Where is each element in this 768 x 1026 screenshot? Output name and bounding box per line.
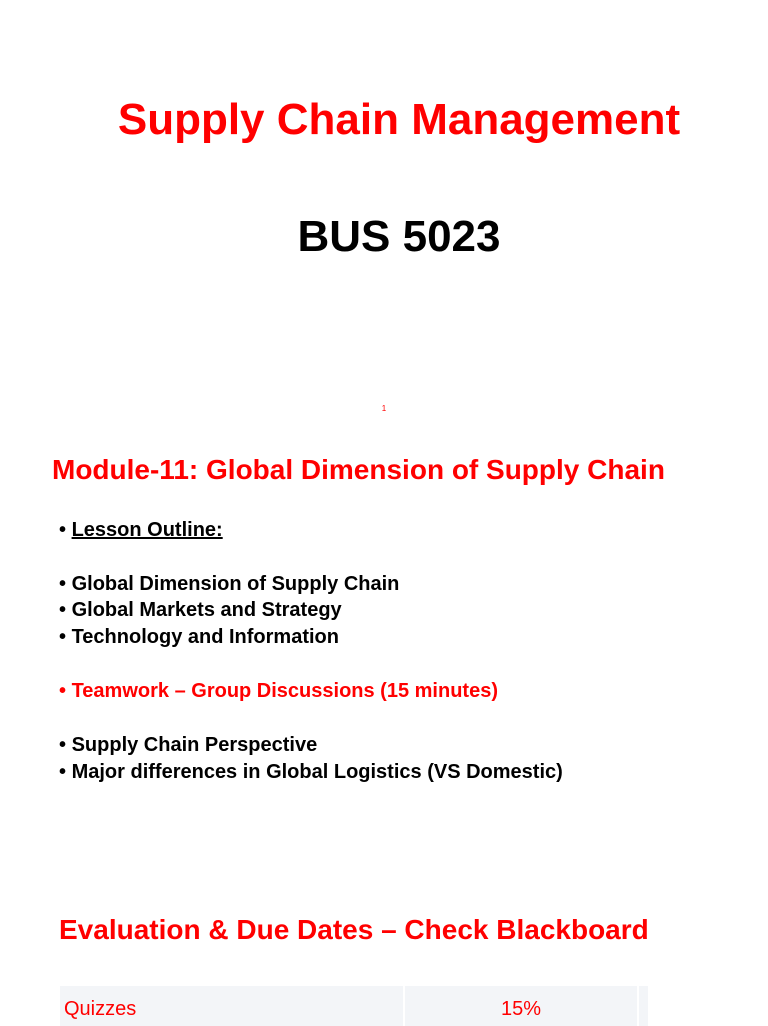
list-item — [59, 759, 563, 785]
topic-text: Technology and Information — [71, 626, 339, 648]
evaluation-heading: Evaluation & Due Dates – Check Blackboard — [59, 914, 649, 945]
bullet: • — [59, 626, 67, 648]
grading-weight: 15% — [500, 998, 542, 1020]
list-item — [59, 571, 399, 597]
column-divider — [637, 986, 639, 1026]
lesson-outline-label: Lesson Outline: — [71, 519, 223, 541]
grading-table — [60, 986, 648, 1026]
bullet: • — [59, 761, 67, 783]
discussion-text: Major differences in Global Logistics (VS Domestic) — [71, 761, 563, 783]
discussion-text: Supply Chain Perspective — [71, 734, 318, 756]
grading-item: Quizzes — [64, 998, 137, 1020]
teamwork-text: Teamwork – Group Discussions (15 minutes) — [71, 680, 498, 702]
page-number: 1 — [381, 404, 387, 413]
list-item — [59, 597, 342, 623]
bullet: • — [59, 519, 67, 541]
bullet: • — [59, 680, 67, 702]
teamwork-item — [59, 678, 498, 704]
topic-text: Global Markets and Strategy — [71, 599, 342, 621]
course-code: BUS 5023 — [297, 212, 501, 261]
bullet: • — [59, 573, 67, 595]
bullet: • — [59, 734, 67, 756]
bullet: • — [59, 599, 67, 621]
slide-title: Supply Chain Management — [117, 95, 681, 144]
outline-label-item — [59, 517, 223, 543]
topic-text: Global Dimension of Supply Chain — [71, 573, 400, 595]
list-item — [59, 732, 317, 758]
module-heading: Module-11: Global Dimension of Supply Chain — [52, 454, 665, 485]
list-item — [59, 624, 339, 650]
